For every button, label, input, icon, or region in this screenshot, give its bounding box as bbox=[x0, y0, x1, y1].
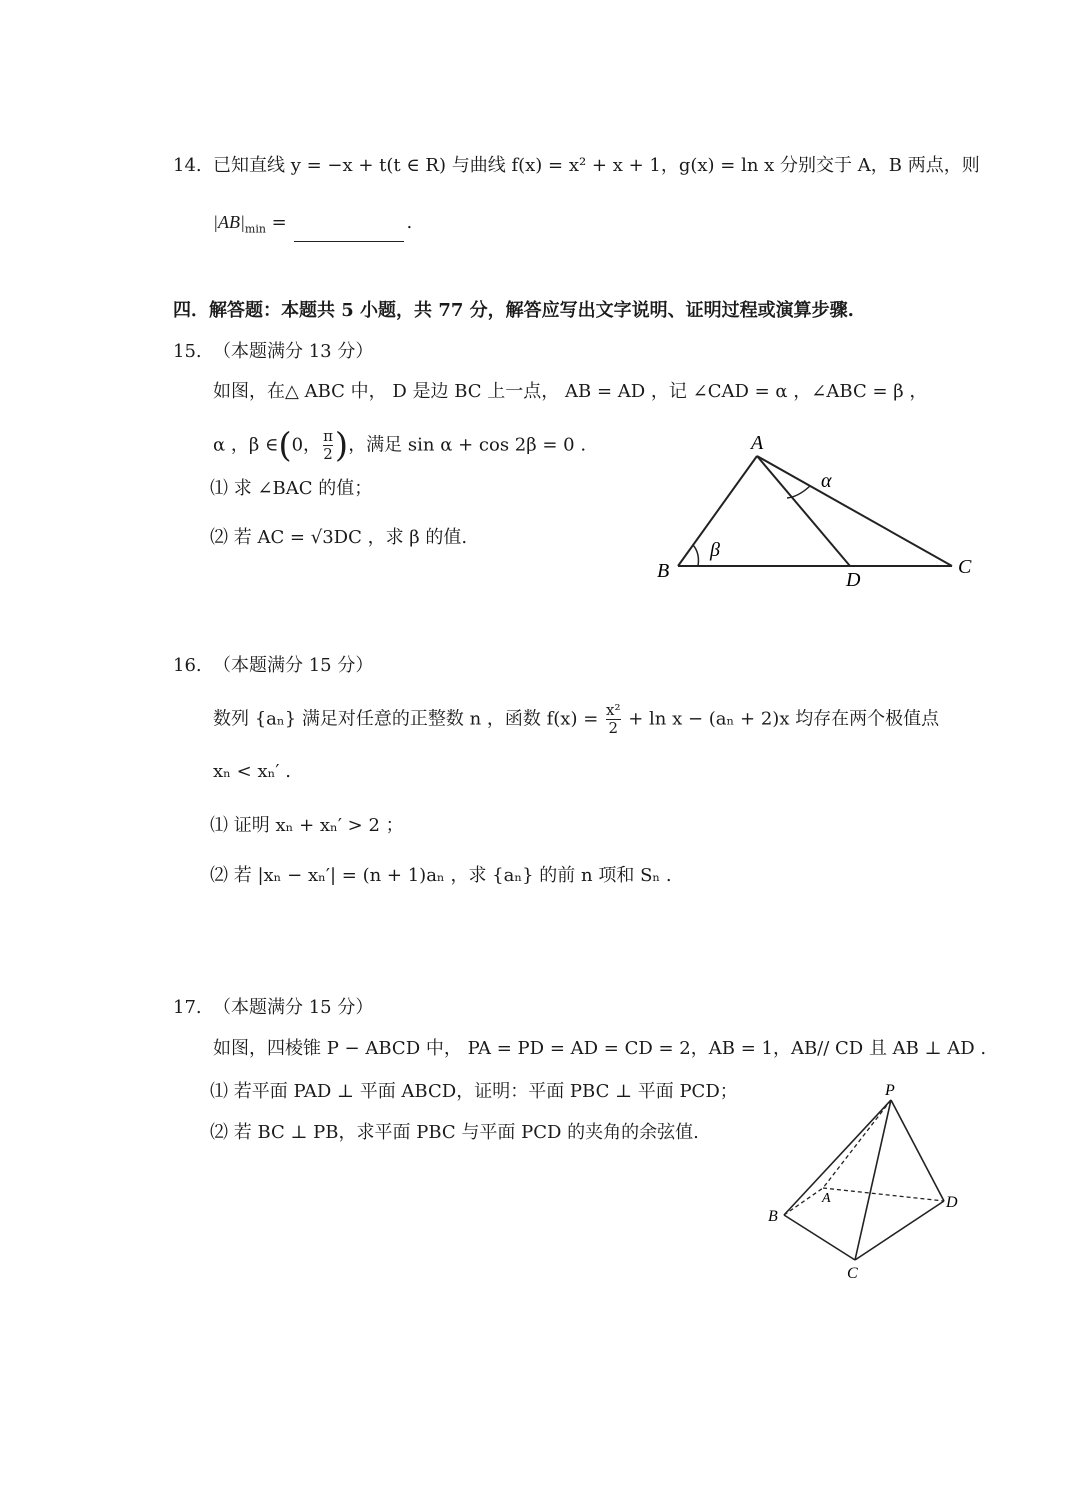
q17-edge-cd bbox=[855, 1201, 944, 1260]
q16-line1 bbox=[213, 702, 939, 737]
q15-edge-ad bbox=[757, 456, 850, 566]
q15-line2-b: 0， bbox=[291, 434, 322, 456]
q17-edge-pb bbox=[784, 1100, 891, 1215]
q14-line1: 已知直线 y = −x + t(t ∈ R) 与曲线 f(x) = x² + x + 1，g(x) = ln x 分别交于 A，B 两点，则 bbox=[213, 155, 980, 176]
q15-line2-c: ，满足 sin α + cos 2β = 0 . bbox=[348, 434, 587, 456]
q15-fraction bbox=[323, 428, 333, 463]
q17-edge-ad bbox=[823, 1188, 944, 1201]
q15-triangle-figure bbox=[640, 425, 990, 595]
q14-line2 bbox=[213, 210, 412, 242]
q15-frac-num: π bbox=[323, 427, 333, 445]
q15-points: （本题满分 13 分） bbox=[213, 341, 374, 362]
q15-label-alpha: α bbox=[821, 470, 832, 492]
q17-line1: 如图，四棱锥 P − ABCD 中， PA = PD = AD = CD = 2，AB = 1，AB// CD 且 AB ⊥ AD . bbox=[213, 1038, 987, 1059]
q14-ab-expr: |AB| bbox=[213, 212, 245, 232]
q15-line2 bbox=[213, 425, 587, 466]
q15-frac-den: 2 bbox=[323, 445, 333, 463]
q14-answer-blank[interactable] bbox=[294, 223, 404, 242]
q14-number: 14. bbox=[173, 155, 202, 176]
q17-edge-ba bbox=[784, 1188, 823, 1215]
q16-line2: xₙ < xₙ′ . bbox=[213, 761, 291, 782]
q16-part1: ⑴ 证明 xₙ + xₙ′ > 2 ； bbox=[210, 815, 404, 836]
q15-label-b: B bbox=[657, 560, 670, 582]
q17-edge-pd bbox=[891, 1100, 944, 1201]
q16-frac-num: x² bbox=[606, 701, 621, 719]
q17-pyramid-figure bbox=[760, 1075, 970, 1285]
q15-edge-ac bbox=[757, 456, 952, 566]
q16-points: （本题满分 15 分） bbox=[213, 655, 374, 676]
q16-line1-b: + ln x − (aₙ + 2)x 均存在两个极值点 bbox=[622, 708, 940, 730]
q14-period: . bbox=[406, 212, 413, 233]
q17-label-a: A bbox=[822, 1191, 831, 1206]
q15-label-beta: β bbox=[710, 539, 720, 561]
q17-number: 17. bbox=[173, 997, 202, 1018]
q15-label-d: D bbox=[846, 569, 861, 591]
q16-frac-den: 2 bbox=[606, 719, 620, 737]
q17-label-p: P bbox=[885, 1082, 895, 1099]
q15-part1: ⑴ 求 ∠BAC 的值； bbox=[210, 478, 373, 499]
q17-label-d: D bbox=[946, 1194, 958, 1211]
q15-paren-close: ) bbox=[334, 425, 349, 466]
q17-edge-bc bbox=[784, 1215, 855, 1260]
q17-label-c: C bbox=[847, 1265, 858, 1282]
q16-line1-a: 数列 {aₙ} 满足对任意的正整数 n ，函数 f(x) = bbox=[213, 708, 605, 730]
section4-heading: 四．解答题：本题共 5 小题，共 77 分，解答应写出文字说明、证明过程或演算步骤. bbox=[173, 300, 854, 321]
q16-fraction bbox=[606, 702, 620, 737]
q15-number: 15. bbox=[173, 341, 202, 362]
q15-paren-open: ( bbox=[278, 425, 292, 466]
q17-part2: ⑵ 若 BC ⊥ PB，求平面 PBC 与平面 PCD 的夹角的余弦值. bbox=[210, 1122, 699, 1143]
q17-part1: ⑴ 若平面 PAD ⊥ 平面 ABCD，证明：平面 PBC ⊥ 平面 PCD； bbox=[210, 1081, 738, 1102]
q16-number: 16. bbox=[173, 655, 202, 676]
q14-min-sub: min bbox=[244, 222, 266, 236]
q15-part2: ⑵ 若 AC = √3DC ，求 β 的值. bbox=[210, 527, 468, 548]
q17-points: （本题满分 15 分） bbox=[213, 997, 374, 1018]
q15-beta-arc bbox=[693, 545, 698, 566]
q15-label-a: A bbox=[751, 432, 764, 454]
q16-part2: ⑵ 若 |xₙ − xₙ′| = (n + 1)aₙ ，求 {aₙ} 的前 n 项和 Sₙ . bbox=[210, 865, 672, 886]
q15-label-c: C bbox=[958, 556, 972, 578]
q14-equals: = bbox=[265, 212, 293, 233]
q15-line1: 如图，在△ ABC 中， D 是边 BC 上一点， AB = AD ，记 ∠CAD = α ，∠ABC = β ， bbox=[213, 381, 928, 402]
q17-label-b: B bbox=[768, 1208, 778, 1225]
q15-line2-a: α ，β ∈ bbox=[213, 434, 279, 456]
